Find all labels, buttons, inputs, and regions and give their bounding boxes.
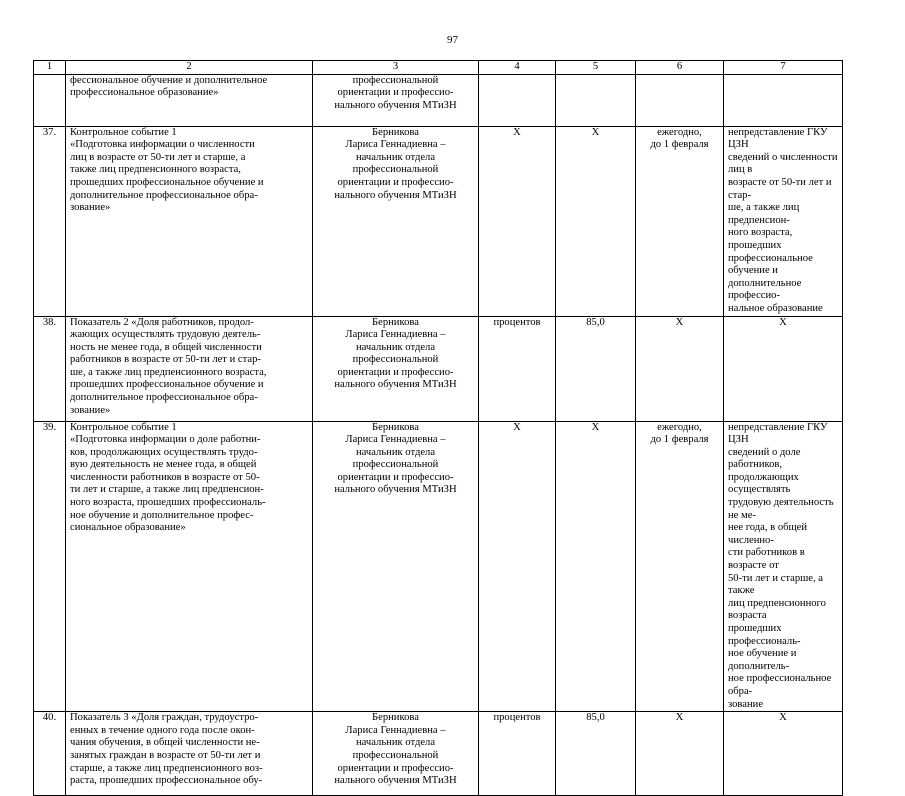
row-deadline: ежегодно, до 1 февраля bbox=[650, 421, 709, 446]
row-unit: процентов bbox=[479, 712, 556, 796]
row-notes: Х bbox=[724, 712, 843, 796]
row-name: Контрольное событие 1 «Подготовка информации о доле работни- ков, продолжающих осуществлять трудо- вую деятельность не менее года, в общей численности работников в возрасте от 50- ти лет и старше, а также лиц предпенсион- ного возраста, прошедших профессиональ- ное обучение и дополнительное профес- сиональное образование» bbox=[70, 421, 266, 534]
row-deadline: Х bbox=[636, 316, 724, 421]
column-header: 5 bbox=[556, 61, 636, 75]
indicator-table bbox=[33, 60, 843, 796]
row-responsible: Берникова Лариса Геннадиевна – начальник отдела профессиональной ориентации и профессио- нального обучения МТиЗН bbox=[334, 712, 457, 787]
row-value: Х bbox=[556, 421, 636, 712]
column-header: 3 bbox=[313, 61, 479, 75]
row-name: Показатель 2 «Доля работников, продол- жающих осуществлять трудовую деятель- ность не менее года, в общей численности работников в возрасте от 50-ти лет и стар- ше, а также лиц предпенсионного возраста, прошедших профессиональное обучение и дополнительное профессиональное обра- зование» bbox=[70, 316, 267, 416]
row-unit bbox=[479, 74, 556, 126]
row-responsible: Берникова Лариса Геннадиевна – начальник отдела профессиональной ориентации и профессио- нального обучения МТиЗН bbox=[334, 316, 457, 391]
table-row bbox=[34, 74, 843, 126]
row-number: 40. bbox=[34, 712, 66, 796]
column-header: 1 bbox=[34, 61, 66, 75]
row-name: Контрольное событие 1 «Подготовка информации о численности лиц в возрасте от 50-ти лет и старше, а также лиц предпенсионного возраста, прошедших профессиональное обучение и дополнительное профессиональное обра- зование» bbox=[70, 126, 264, 214]
row-unit: процентов bbox=[479, 316, 556, 421]
row-value: 85,0 bbox=[556, 712, 636, 796]
row-deadline bbox=[636, 74, 724, 126]
row-number: 37. bbox=[34, 126, 66, 316]
column-header: 7 bbox=[724, 61, 843, 75]
table-row bbox=[34, 712, 843, 796]
row-value: Х bbox=[556, 126, 636, 316]
page-number: 97 bbox=[447, 34, 458, 46]
row-notes: непредставление ГКУ ЦЗН сведений о численности лиц в возрасте от 50-ти лет и стар- ше, а также лиц предпенсион- ного возраста, прошедших профессиональное обучение и дополнительное профессио- нальное образование bbox=[728, 126, 838, 314]
row-unit: Х bbox=[479, 421, 556, 712]
row-number bbox=[34, 74, 66, 126]
table-row bbox=[34, 421, 843, 712]
row-notes: Х bbox=[724, 316, 843, 421]
row-value bbox=[556, 74, 636, 126]
table-header-row bbox=[34, 61, 843, 75]
row-value: 85,0 bbox=[556, 316, 636, 421]
row-unit: Х bbox=[479, 126, 556, 316]
row-number: 38. bbox=[34, 316, 66, 421]
row-deadline: ежегодно, до 1 февраля bbox=[650, 126, 709, 151]
row-responsible: профессиональной ориентации и профессио- нального обучения МТиЗН bbox=[334, 74, 457, 111]
row-notes: непредставление ГКУ ЦЗН сведений о доле работников, продолжающих осуществлять трудовую деятельность не ме- нее года, в общей численно- сти работников в возрасте от 50-ти лет и старше, а также лиц предпенсионного возраста прошедших профессиональ- ное обучение и дополнитель- ное профессиональное обра- зование bbox=[728, 421, 834, 710]
column-header: 6 bbox=[636, 61, 724, 75]
column-header: 2 bbox=[66, 61, 313, 75]
row-name: Показатель 3 «Доля граждан, трудоустро- енных в течение одного года после окон- чания обучения, в общей численности не- занятых граждан в возрасте от 50-ти лет и старше, а также лиц предпенсионного воз- раста, прошедших профессиональное обу- bbox=[70, 712, 263, 787]
row-notes bbox=[724, 74, 843, 126]
column-header: 4 bbox=[479, 61, 556, 75]
row-responsible: Берникова Лариса Геннадиевна – начальник отдела профессиональной ориентации и профессио- нального обучения МТиЗН bbox=[334, 421, 457, 496]
table-row bbox=[34, 126, 843, 316]
row-number: 39. bbox=[34, 421, 66, 712]
row-responsible: Берникова Лариса Геннадиевна – начальник отдела профессиональной ориентации и профессио- нального обучения МТиЗН bbox=[334, 126, 457, 201]
row-deadline: Х bbox=[636, 712, 724, 796]
row-name: фессиональное обучение и дополнительное профессиональное образование» bbox=[70, 74, 268, 99]
table-row bbox=[34, 316, 843, 421]
